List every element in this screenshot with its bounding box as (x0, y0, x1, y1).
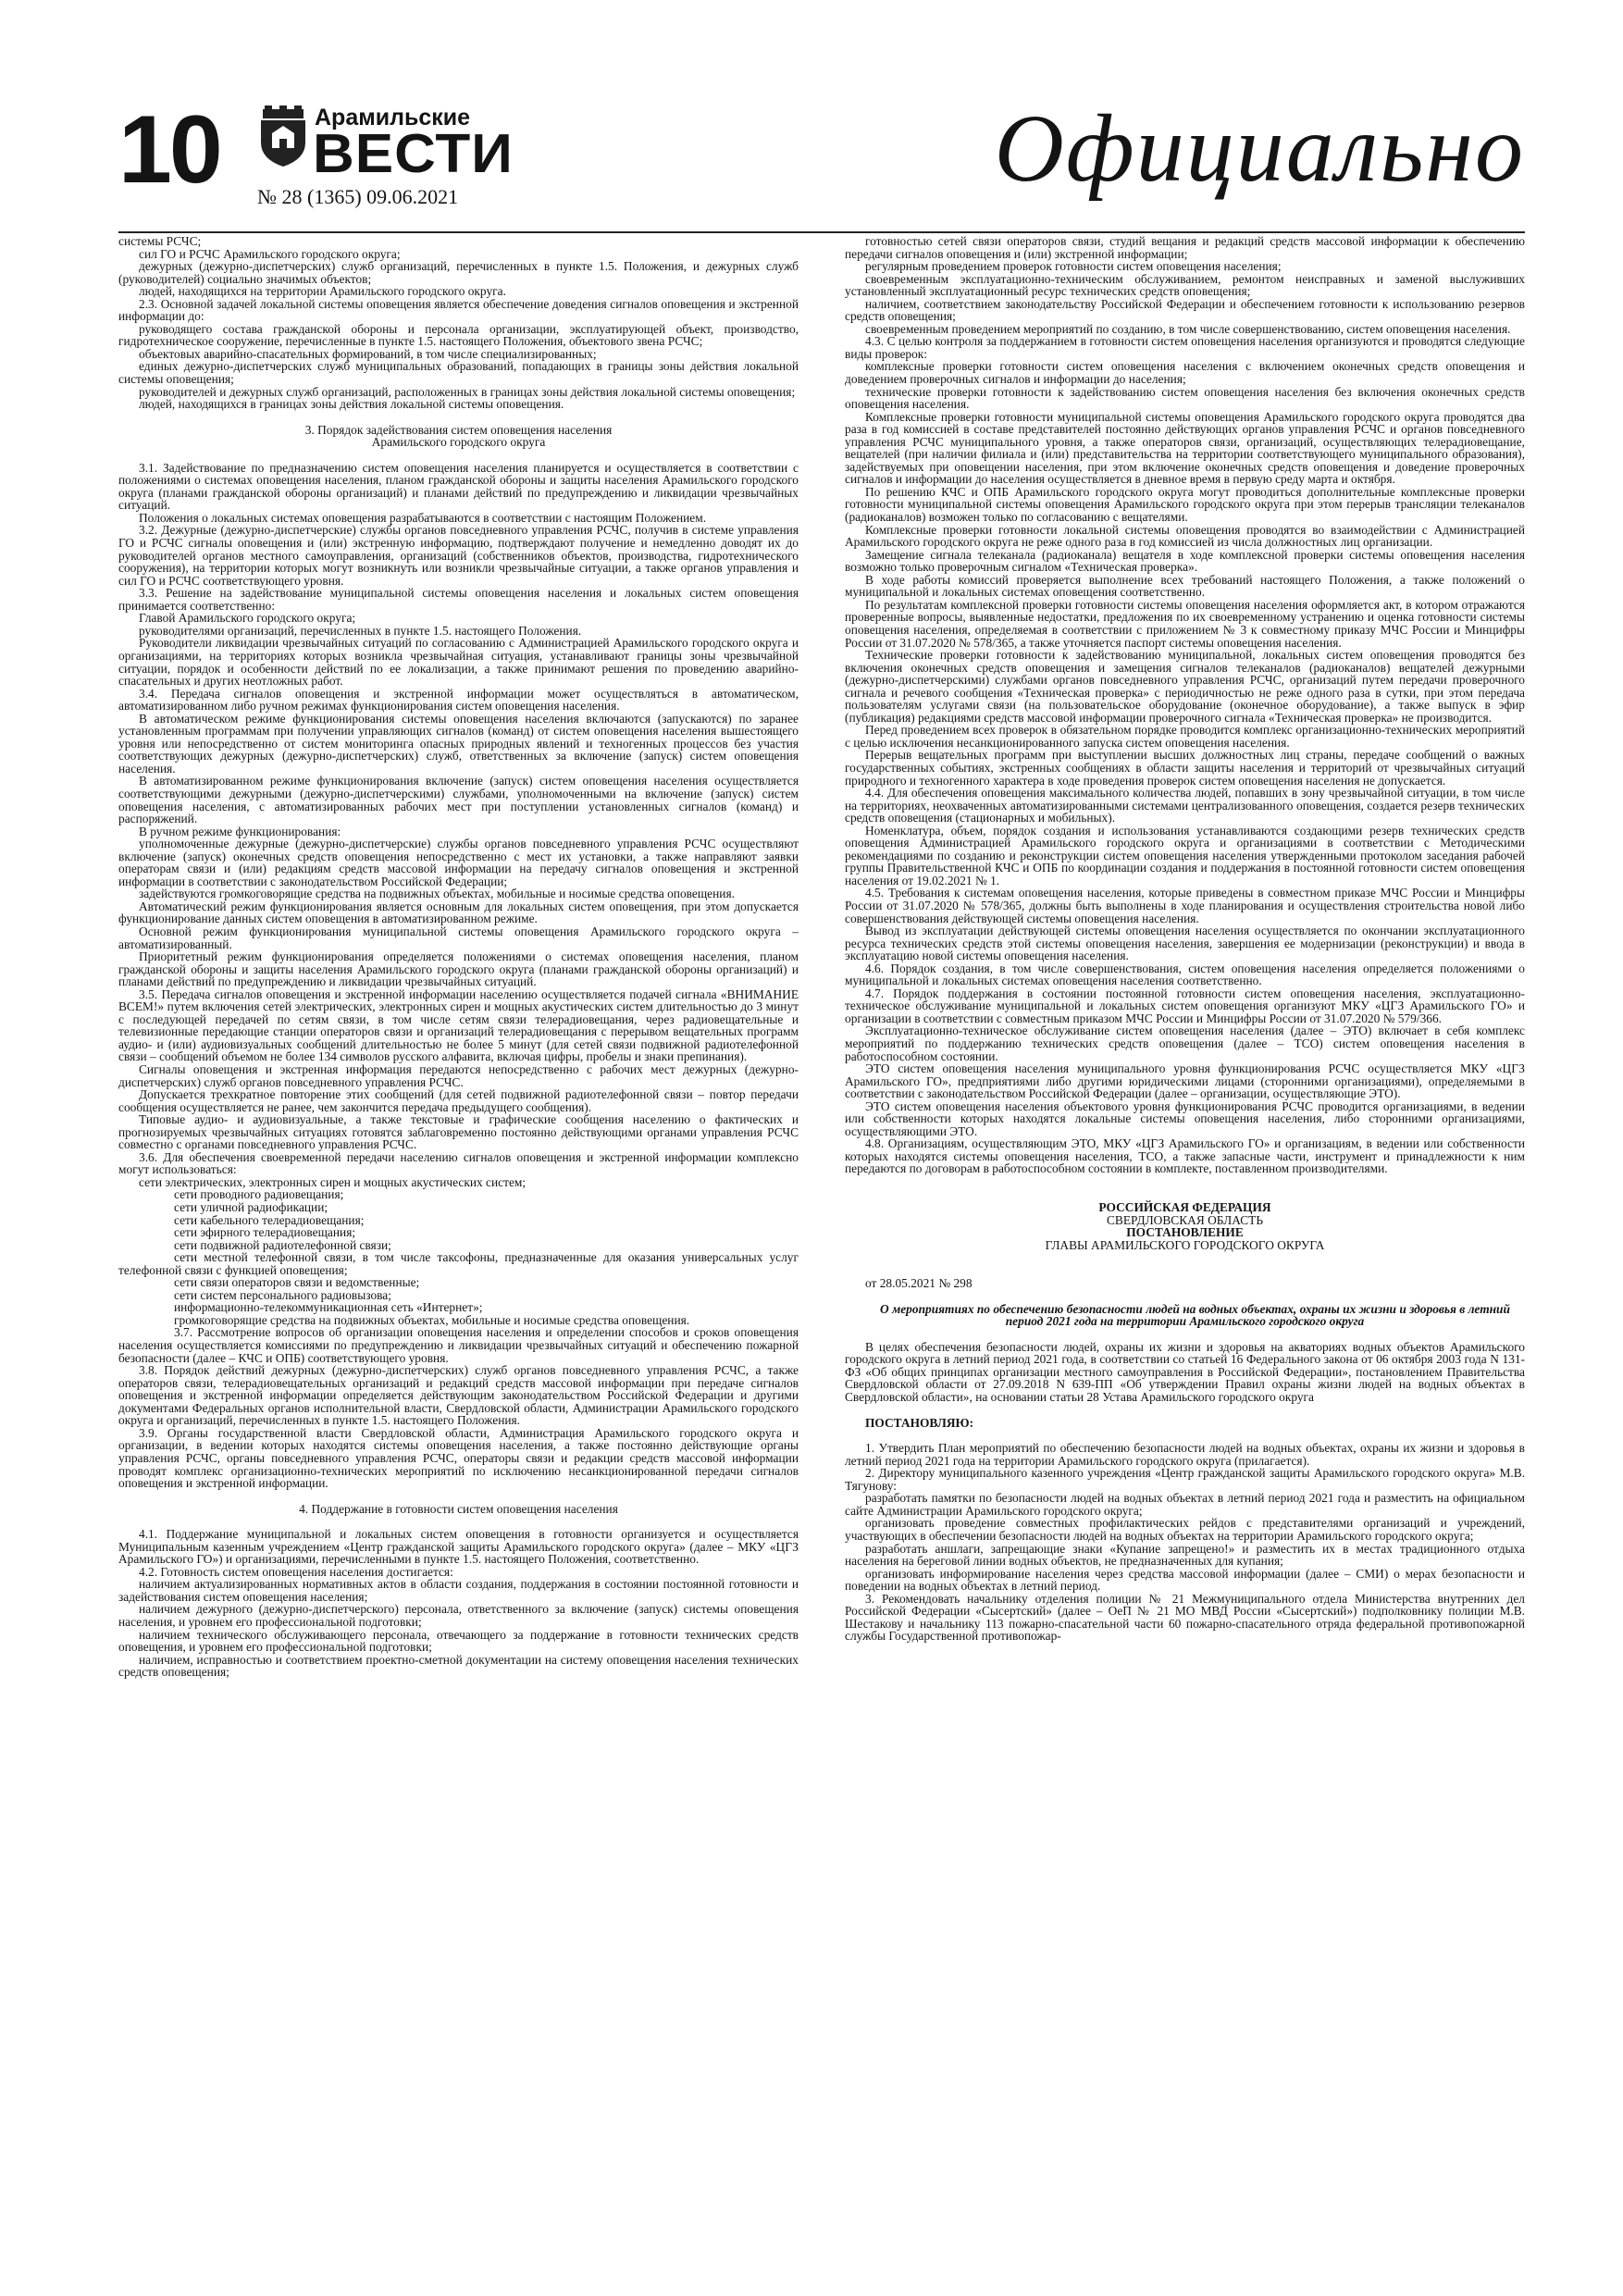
paragraph: По результатам комплексной проверки готовности системы оповещения населения оформляется акт, в котором отражаются проверенные вопросы, выявленные недостатки, предложения по их своевременному устранению и оценка готовности системы оповещения населения, определяемая в соответствии с приложением № 3 к совместному приказу МЧС России и Минцифры России от 31.07.2020 № 578/365, а также уточняется паспорт системы оповещения населения. (845, 597, 1525, 650)
list-item: сети эфирного телерадиовещания; (174, 1225, 356, 1240)
paragraph: системы РСЧС; (118, 234, 202, 248)
paragraph: 2.3. Основной задачей локальной системы оповещения является обеспечение доведения сигналов оповещения и экстренной информации до: (118, 296, 799, 324)
paragraph: Типовые аудио- и аудиовизуальные, а также текстовые и графические сообщения населению о фактических и прогнозируемых чрезвычайных ситуациях готовятся заблаговременно постоянно действующими органами управления РСЧС совместно с органами повседневного управления РСЧС. (118, 1112, 799, 1152)
paragraph: Перед проведением всех проверок в обязательном порядке проводится комплекс организационно-технических мероприятий с целью исключения несанкционированного запуска систем оповещения населения. (845, 723, 1525, 750)
logo-top-text: Арамильские (315, 105, 471, 130)
paragraph: задействуются громкоговорящие средства на подвижных объектах, мобильные и носимые средства оповещения. (139, 887, 735, 901)
paragraph: наличием, исправностью и соответствием проектно-сметной документации на систему оповещения населения технических средств оповещения; (118, 1652, 799, 1680)
paragraph: Эксплуатационно-техническое обслуживание систем оповещения населения (далее – ЭТО) включает в себя комплекс мероприятий по поддержанию технических средств оповещения (далее – ТСО) систем оповещения населения в работоспособном состоянии. (845, 1024, 1525, 1063)
paragraph: Основной режим функционирования муниципальной системы оповещения Арамильского городского округа – автоматизированный. (118, 924, 799, 951)
paragraph: Вывод из эксплуатации действующей системы оповещения населения осуществляется по окончании эксплуатационного ресурса технических средств этой системы оповещения населения, завершения ее модернизации (реконструкции) и ввода в эксплуатацию новой системы оповещения населения. (845, 924, 1525, 963)
list-item: громкоговорящие средства на подвижных объектах, мобильные и носимые средства оповещения. (174, 1312, 690, 1327)
paragraph: 3.1. Задействование по предназначению систем оповещения населения планируется и осуществляется в соответствии с положениями о системах оповещения населения, планом гражданской обороны и защиты населения Арамильского городского округа (планами гражданской обороны организаций) и планами действий по предупреждению и ликвидации чрезвычайных ситуаций. (118, 460, 799, 513)
paragraph: руководящего состава гражданской обороны и персонала организации, эксплуатирующей объект, производство, гидротехническое сооружение, перечисленные в пункте 1.5. настоящего Положения, объектового звена РСЧС; (118, 321, 799, 349)
paragraph: людей, находящихся в границах зоны действия локальной системы оповещения. (139, 397, 564, 412)
paragraph: Комплексные проверки готовности муниципальной системы оповещения Арамильского городского округа проводятся два раза в год комиссией в составе представителей постоянно действующих органов управления РСЧС и органов повседневного управления РСЧС муниципального уровня, а также операторов связи, организаций, осуществляющих телерадиовещание, вещателей (при наличии филиала и (или) представительства на территории соответствующего муниципального образования), задействуемых при оповещении населения, при этом включение оконечных средств оповещения и доведение проверочных сигналов и информации до населения осуществляется в дневное время в первую среду марта и октября. (845, 409, 1525, 487)
paragraph: технические проверки готовности к задействованию систем оповещения населения без включения оконечных средств оповещения населения. (845, 384, 1525, 412)
paragraph: уполномоченные дежурные (дежурно-диспетчерские) службы органов повседневного управления РСЧС осуществляют включение (запуск) оконечных средств оповещения непосредственно с мест их установки, а также направляют заявки операторам связи и (или) редакциям средств массовой информации на передачу сигналов оповещения и экстренной информации в соответствии с законодательством Российской Федерации; (118, 837, 799, 888)
section-heading: 4. Поддержание в готовности систем оповещения населения (299, 1501, 618, 1516)
paragraph: 4.2. Готовность систем оповещения населения достигается: (139, 1564, 453, 1579)
doc-date: от 28.05.2021 № 298 (865, 1276, 973, 1291)
paragraph: В ходе работы комиссий проверяется выполнение всех требований настоящего Положения, а также положений о муниципальной и локальных системах оповещения соответственно. (845, 572, 1525, 600)
paragraph: 4.8. Организациям, осуществляющим ЭТО, МКУ «ЦГЗ Арамильского ГО» и организациям, в ведении или собственности которых находятся системы оповещения населения, ТСО, а также запасные части, инструмент и принадлежности к ним передаются по договорам в работоспособном состоянии в комплекте, поставленном производителями. (845, 1136, 1525, 1176)
logo-main-text: ВЕСТИ (313, 123, 514, 185)
paragraph: Перерыв вещательных программ при выступлении высших должностных лиц страны, передаче сообщений о важных государственных событиях, экстренных сообщениях в области защиты населения и территорий от чрезвычайных ситуаций природного и техногенного характера в ходе проведения проверок систем оповещения населения не допускается. (845, 748, 1525, 788)
paragraph: организовать проведение совместных профилактических рейдов с представителями организаций и учреждений, участвующих в обеспечении безопасности людей на водных объектах на территории Арамильского городского округа; (845, 1516, 1525, 1543)
paragraph: Руководители ликвидации чрезвычайных ситуаций по согласованию с Администрацией Арамильского городского округа и организациями, на территориях которых возникла чрезвычайная ситуация, устанавливают границы зоны чрезвычайной ситуации, порядок и особенности действий по ее локализации, а также принимают решения по проведению аварийно-спасательных и других неотложных работ. (118, 636, 799, 689)
list-item: сети систем персонального радиовызова; (174, 1287, 391, 1302)
list-item: сети подвижной радиотелефонной связи; (174, 1237, 391, 1252)
paragraph: 3. Рекомендовать начальнику отделения полиции № 21 Межмуниципального отдела Министерства внутренних дел Российской Федерации «Сысертский» (далее – ОеП № 21 МО МВД России «Сысертский») подполковнику полиции М.В. Шестакову и начальнику 113 пожарно-спасательной части 60 пожарно-спасательного отряда федеральной противопожарной службы Государственной противопожар- (845, 1591, 1525, 1644)
paragraph: наличием дежурного (дежурно-диспетчерского) персонала, ответственного за включение (запуск) системы оповещения населения, и уровнем его профессиональной подготовки; (118, 1602, 799, 1629)
paragraph: сети электрических, электронных сирен и мощных акустических систем; (139, 1174, 527, 1189)
paragraph: 2. Директору муниципального казенного учреждения «Центр гражданской защиты Арамильского городского округа» М.В. Тягунову: (845, 1466, 1525, 1493)
paragraph: организовать информирование населения через средства массовой информации (далее – СМИ) о мерах безопасности и поведении на водных объектах в летний период. (845, 1566, 1525, 1594)
paragraph: сил ГО и РСЧС Арамильского городского округа; (139, 246, 401, 261)
paragraph: 3.3. Решение на задействование муниципальной системы оповещения населения и локальных систем оповещения принимается соответственно: (118, 586, 799, 613)
paragraph: дежурных (дежурно-диспетчерских) служб организаций, перечисленных в пункте 1.5. Положения, и дежурных служб (руководителей) социально значимых объектов; (118, 259, 799, 286)
list-item: сети проводного радиовещания; (174, 1187, 344, 1202)
paragraph: 4.6. Порядок создания, в том числе совершенствования, систем оповещения населения определяется положениями о муниципальной и локальных системах оповещения населения соответственно. (845, 961, 1525, 988)
section-title: Официально (994, 95, 1525, 202)
list-item: сети кабельного телерадиовещания; (174, 1212, 365, 1227)
paragraph: ЭТО систем оповещения населения муниципального уровня функционирования РСЧС осуществляется МКУ «ЦГЗ Арамильского ГО», предприятиями либо другими юридическими лицами (сторонними организациями), определяемыми в соответствии с законодательством Российской Федерации (далее – организации, осуществляющие ЭТО). (845, 1061, 1525, 1101)
section-heading: 3. Порядок задействования систем оповещения населения (304, 422, 613, 437)
city-emblem-icon (257, 105, 309, 167)
left-column (118, 235, 799, 1679)
masthead (118, 93, 1525, 231)
paragraph: Допускается трехкратное повторение этих сообщений (для сетей подвижной радиотелефонной связи – повтор передачи сообщения осуществляется не ранее, чем закончится передача предыдущего сообщения). (118, 1087, 799, 1114)
doc-title: СВЕРДЛОВСКАЯ ОБЛАСТЬ (1106, 1212, 1264, 1227)
paragraph: руководителей и дежурных служб организаций, расположенных в границах зоны действия локальной системы оповещения; (139, 384, 796, 399)
paragraph: 3.5. Передача сигналов оповещения и экстренной информации населению осуществляется подачей сигнала «ВНИМАНИЕ ВСЕМ!» путем включения сетей электрических, электронных сирен и мощных акустических систем длительностью до 3 минут с последующей передачей по сетям связи, в том числе сетям связи телерадиовещания, через радиовещательные и телевизионные передающие станции операторов связи и организаций телерадиовещания с перерывом вещательных программ аудио- и (или) аудиовизуальных сообщений длительностью не более 5 минут (для сетей связи подвижной радиотелефонной связи – сообщений объемом не более 134 символов русского алфавита, включая цифры, пробелы и знаки препинания). (118, 987, 799, 1064)
doc-title: ГЛАВЫ АРАМИЛЬСКОГО ГОРОДСКОГО ОКРУГА (1045, 1237, 1325, 1252)
paragraph: В автоматическом режиме функционирования системы оповещения населения включаются (запускаются) по заранее установленным программам при получении управляющих сигналов (команд) от систем оповещения населения вышестоящего уровня или непосредственно от систем мониторинга опасных природных явлений и техногенных процессов без участия соответствующих дежурных (дежурно-диспетчерских) служб, ответственных за включение (запуск) систем оповещения населения. (118, 711, 799, 776)
paragraph: 3.6. Для обеспечения своевременной передачи населению сигналов оповещения и экстренной информации комплексно могут использоваться: (118, 1149, 799, 1177)
paragraph: Технические проверки готовности к задействованию муниципальной, локальных систем оповещения проводятся без включения оконечных средств оповещения и замещения сигналов телеканалов (радиоканалов) вещателей дежурными (дежурно-диспетчерскими) службами органов повседневного управления РСЧС, организаций путем передачи проверочного сигнала и речевого сообщения «Техническая проверка» с периодичностью не реже одного раза в сутки, при этом передача пользователям услугами связи (на пользовательское оборудование (оконечное оборудование), а также выпуск в эфир (публикация) редакциями средств массовой информации проверочного сигнала «Техническая проверка» не производится. (845, 648, 1525, 725)
section-heading: Арамильского городского округа (371, 435, 546, 450)
paragraph: По решению КЧС и ОПБ Арамильского городского округа могут проводиться дополнительные комплексные проверки готовности муниципальной системы оповещения Арамильского городского округа при этом перерыв трансляции телеканалов (радиоканалов) возможен только по согласованию с вещателями. (845, 484, 1525, 525)
paragraph: 4.3. С целью контроля за поддержанием в готовности систем оповещения населения организуются и проводятся следующие виды проверок: (845, 334, 1525, 361)
paragraph: своевременным проведением мероприятий по созданию, в том числе совершенствованию, систем оповещения населения. (865, 321, 1511, 336)
paragraph: 4.1. Поддержание муниципальной и локальных систем оповещения в готовности организуется и осуществляется Муниципальным казенным учреждением «Центр гражданской защиты Арамильского городского округа» (далее – МКУ «ЦГЗ Арамильского ГО») и организациями, перечисленными в пункте 1.5. настоящего Положения, соответственно. (118, 1527, 799, 1567)
right-column (845, 235, 1525, 1643)
paragraph: В ручном режиме функционирования: (139, 824, 341, 838)
paragraph: наличием технического обслуживающего персонала, отвечающего за поддержание в готовности технических средств оповещения, и уровнем его профессиональной подготовки; (118, 1627, 799, 1655)
paragraph: руководителями организаций, перечисленных в пункте 1.5. настоящего Положения. (139, 623, 582, 638)
paragraph: регулярным проведением проверок готовности систем оповещения населения; (865, 259, 1282, 274)
paragraph: разработать аншлаги, запрещающие знаки «Купание запрещено!» и разместить их в местах традиционного отдыха населения на береговой линии водных объектов, не предназначенных для купания; (845, 1541, 1525, 1569)
list-item: информационно-телекоммуникационная сеть «Интернет»; (174, 1300, 483, 1315)
paragraph: 3.2. Дежурные (дежурно-диспетчерские) службы органов повседневного управления РСЧС, получив в системе управления ГО и РСЧС сигналы оповещения и (или) экстренную информацию, подтверждают получение и немедленно доводят их до руководителей органов местного самоуправления, организаций (собственников объектов, производства, гидротехнического сооружения), на территории которых могут возникнуть или возникли чрезвычайные ситуации, а также органов управления и сил ГО и РСЧС соответствующего уровня. (118, 523, 799, 588)
doc-title: ПОСТАНОВЛЕНИЕ (1126, 1225, 1244, 1240)
list-item: сети связи операторов связи и ведомственные; (174, 1275, 420, 1290)
paragraph: ЭТО систем оповещения населения объектового уровня функционирования РСЧС проводится организациями, в ведении или собственности которых находятся локальные системы оповещения населения, либо сторонними организациями, осуществляющими ЭТО. (845, 1098, 1525, 1138)
doc-subject: О мероприятиях по обеспечению безопасности людей на водных объектах, охраны их жизни и здоровья в летний период 2021 года на территории Арамильского городского округа (880, 1301, 1510, 1329)
header-divider (118, 231, 1525, 233)
page-number: 10 (118, 96, 220, 204)
paragraph: своевременным эксплуатационно-техническим обслуживанием, ремонтом неисправных и заменой выслуживших установленный эксплуатационный ресурс технических средств оповещения; (845, 271, 1525, 299)
paragraph: 3.4. Передача сигналов оповещения и экстренной информации может осуществляться в автоматическом, автоматизированном либо ручном режимах функционирования систем оповещения населения. (118, 686, 799, 714)
paragraph: готовностью сетей связи операторов связи, студий вещания и редакций средств массовой информации к обеспечению передачи сигналов оповещения и (или) экстренной информации; (845, 234, 1525, 261)
paragraph: Положения о локальных системах оповещения разрабатываются в соответствии с настоящим Положением. (139, 510, 707, 525)
paragraph: комплексные проверки готовности систем оповещения населения с включением оконечных средств оповещения и доведением проверочных сигналов и информации до населения; (845, 359, 1525, 387)
paragraph: единых дежурно-диспетчерских служб муниципальных образований, попадающих в границы зоны действия локальной системы оповещения; (118, 359, 799, 387)
paragraph: 3.9. Органы государственной власти Свердловской области, Администрация Арамильского городского округа и организации, в ведении которых находятся системы оповещения населения, а также постоянно действующие органы управления РСЧС, органы повседневного управления РСЧС, операторы связи и редакции средств массовой информации проводят комплекс организационно-технических мероприятий по исключению несанкционированной передачи сигналов оповещения и экстренной информации. (118, 1425, 799, 1491)
paragraph: 1. Утвердить План мероприятий по обеспечению безопасности людей на водных объектах, охраны их жизни и здоровья в летний период 2021 года на территории Арамильского городского округа (прилагается). (845, 1441, 1525, 1468)
paragraph: Сигналы оповещения и экстренная информация передаются непосредственно с рабочих мест дежурных (дежурно-диспетчерских) служб органов повседневного управления РСЧС. (118, 1062, 799, 1089)
list-item: сети местной телефонной связи, в том числе таксофоны, предназначенные для оказания универсальных услуг телефонной связи с функцией оповещения; (118, 1250, 799, 1277)
list-item: сети уличной радиофикации; (174, 1200, 328, 1215)
paragraph: 4.5. Требования к системам оповещения населения, которые приведены в совместном приказе МЧС России и Минцифры России от 31.07.2020 № 578/365, должны быть выполнены в ходе планирования и осуществления строительства новой либо совершенствования действующей системы оповещения населения. (845, 886, 1525, 925)
paragraph: Номенклатура, объем, порядок создания и использования устанавливаются создающими резерв технических средств оповещения Администрацией Арамильского городского округа и организациями в соответствии с Методическими рекомендациями по созданию и реконструкции систем оповещения населения утвержденными протоколом заседания рабочей группы Правительственной КЧС и ОПБ по координации создания и поддержания в постоянной готовности систем оповещения населения от 19.02.2021 № 1. (845, 823, 1525, 887)
paragraph: объектовых аварийно-спасательных формирований, в том числе специализированных; (139, 346, 597, 361)
paragraph: Замещение сигнала телеканала (радиоканала) вещателя в ходе комплексной проверки системы оповещения населения возможно только проверочным сигналом «Техническая проверка». (845, 547, 1525, 575)
paragraph: 3.8. Порядок действий дежурных (дежурно-диспетчерских) служб органов повседневного управления РСЧС, а также операторов связи, телерадиовещательных организаций и редакций средств массовой информации при передаче сигналов оповещения и экстренной информации определяется действующим законодательством Российской Федерации и другими документами Федеральных органов исполнительной власти, Свердловской области, Администрации Арамильского городского округа и организаций, перечисленных в пункте 1.5. настоящего Положения. (118, 1363, 799, 1428)
paragraph: 4.4. Для обеспечения оповещения максимального количества людей, попавших в зону чрезвычайной ситуации, в том числе на территориях, неохваченных автоматизированными системами централизованного оповещения, создается резерв технических средств оповещения (стационарных и мобильных). (845, 786, 1525, 825)
decree-heading: ПОСТАНОВЛЯЮ: (865, 1415, 974, 1430)
paragraph: В автоматизированном режиме функционирования включение (запуск) систем оповещения населения осуществляется соответствующими дежурными (дежурно-диспетчерскими) службами, уполномоченными на включение (запуск) систем оповещения населения, с автоматизированных рабочих мест при поступлении установленных сигналов (команд) и распоряжений. (118, 774, 799, 826)
doc-title: РОССИЙСКАЯ ФЕДЕРАЦИЯ (1098, 1200, 1271, 1215)
paragraph: 4.7. Порядок поддержания в состоянии постоянной готовности систем оповещения населения, эксплуатационно-техническое обслуживание муниципальной и локальных систем оповещения организуют МКУ «ЦГЗ Арамильского ГО» и организации в соответствии с совместным приказом МЧС России и Минцифры России от 31.07.2020 № 579/366. (845, 986, 1525, 1025)
paragraph: людей, находящихся на территории Арамильского городского округа. (139, 284, 506, 299)
paragraph: разработать памятки по безопасности людей на водных объектах в летний период 2021 года и разместить на официальном сайте Администрации Арамильского городского округа; (845, 1491, 1525, 1518)
list-item: 3.7. Рассмотрение вопросов об организации оповещения населения и определении способов и сроков оповещения населения осуществляется комиссиями по предупреждению и ликвидации чрезвычайных ситуаций и обеспечению пожарной безопасности (далее – КЧС и ОПБ) соответствующего уровня. (118, 1325, 799, 1365)
paragraph: Приоритетный режим функционирования определяется положениями о системах оповещения населения, планом гражданской обороны и защиты населения Арамильского городского округа (планами гражданской обороны организаций) и планами действий по предупреждению и ликвидации чрезвычайных ситуаций. (118, 949, 799, 989)
issue-info: № 28 (1365) 09.06.2021 (257, 185, 459, 208)
paragraph: наличием актуализированных нормативных актов в области создания, поддержания в состоянии постоянной готовности и задействования систем оповещения населения; (118, 1577, 799, 1604)
paragraph: В целях обеспечения безопасности людей, охраны их жизни и здоровья на акваториях водных объектов Арамильского городского округа в летний период 2021 года, в соответствии со статьей 16 Федерального закона от 06 октября 2003 года N 131-ФЗ «Об общих принципах организации местного самоуправления в Российской Федерации», постановлением Правительства Свердловской области от 27.09.2018 N 639-ПП «Об утверждении Правил охраны жизни людей на водных объектах в Свердловской области», на основании статьи 28 Устава Арамильского городского округа (845, 1339, 1525, 1405)
paragraph: Автоматический режим функционирования является основным для локальных систем оповещения, при этом допускается функционирование данных систем оповещения в автоматизированном режиме. (118, 899, 799, 926)
paragraph: Комплексные проверки готовности локальной системы оповещения проводятся во взаимодействии с Администрацией Арамильского городского округа не реже одного раза в год комиссией из числа должностных лиц организации. (845, 522, 1525, 550)
paragraph: Главой Арамильского городского округа; (139, 611, 356, 626)
paragraph: наличием, соответствием законодательству Российской Федерации и обеспечением готовности к использованию резервов средств оповещения; (845, 296, 1525, 324)
